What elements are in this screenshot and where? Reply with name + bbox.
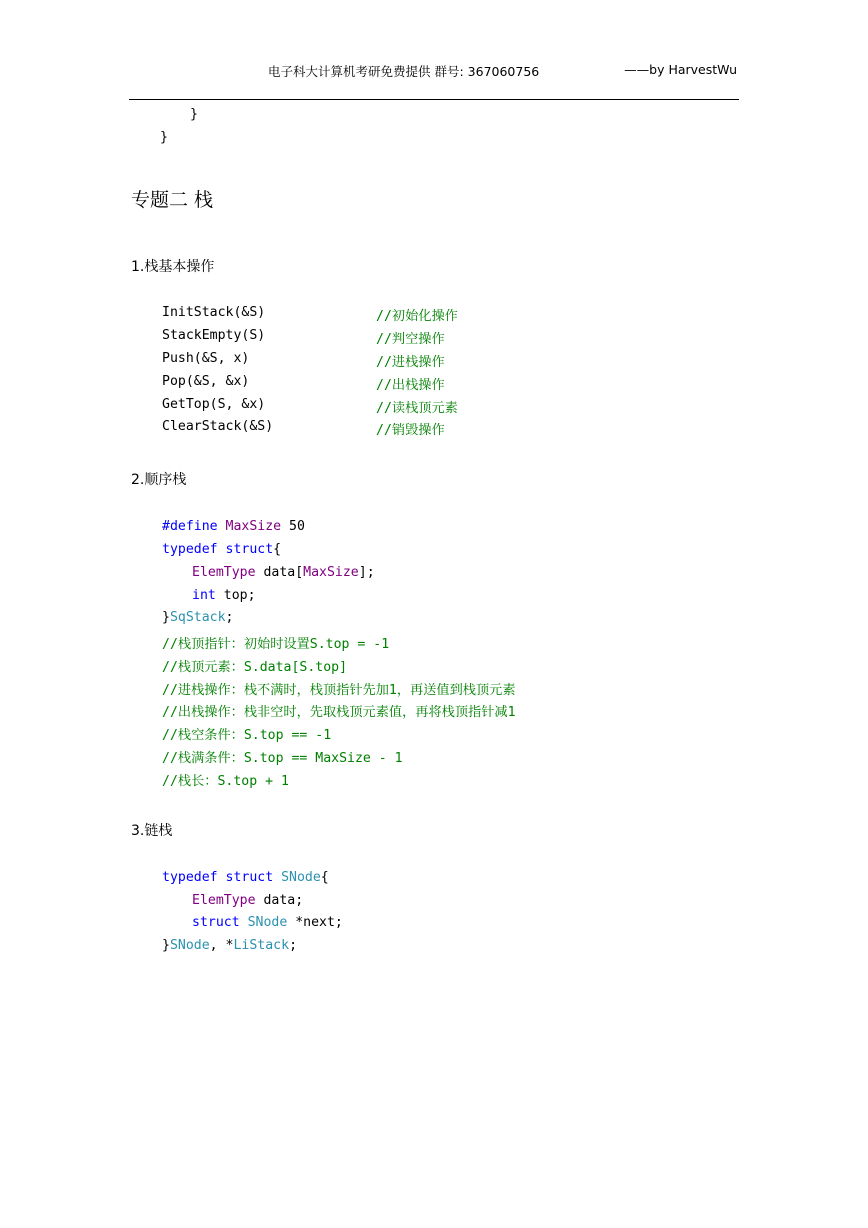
macro-ref: MaxSize <box>303 565 359 580</box>
brace-close: } <box>162 938 170 953</box>
type-name-snode: SNode <box>239 915 288 930</box>
code-line-data-member <box>192 893 303 908</box>
code-line-define <box>162 519 305 534</box>
member-end: ]; <box>358 565 375 580</box>
op-comment: //判空操作 <box>376 332 445 347</box>
struct-keyword: struct <box>217 870 274 885</box>
comment-note: //进栈操作：栈不满时，栈顶指针先加1，再送值到栈顶元素 <box>162 683 516 698</box>
comment-note: //栈顶指针：初始时设置S.top = -1 <box>162 637 390 652</box>
comment-note: //栈满条件：S.top == MaxSize - 1 <box>162 751 403 766</box>
brace-open: { <box>273 542 282 557</box>
carry-brace-2: } <box>160 130 168 145</box>
type-name-snode: SNode <box>169 938 210 953</box>
code-line-close <box>162 938 297 953</box>
member-top: top; <box>215 588 256 603</box>
struct-keyword: struct <box>192 915 240 930</box>
int-keyword: int <box>192 588 216 603</box>
preprocessor-keyword: #define <box>162 519 218 534</box>
carry-brace-1: } <box>190 107 198 122</box>
code-line-data-member <box>192 565 375 580</box>
op-call: Push(&S, x) <box>162 351 250 366</box>
macro-value: 50 <box>281 519 305 534</box>
typedef-keyword: typedef <box>162 870 218 885</box>
comma-pointer: , * <box>209 938 234 953</box>
comment-note: //栈空条件：S.top == -1 <box>162 728 332 743</box>
macro-name: MaxSize <box>225 519 282 534</box>
semicolon: ; <box>289 938 298 953</box>
type-name-snode: SNode <box>273 870 321 885</box>
code-line-next-member <box>192 915 343 930</box>
code-line-typedef <box>162 870 329 885</box>
op-call: InitStack(&S) <box>162 305 266 320</box>
chapter-title: 专题二 栈 <box>131 189 214 211</box>
brace-open: { <box>320 870 329 885</box>
code-line-top-member <box>192 588 256 603</box>
op-comment: //销毁操作 <box>376 423 445 438</box>
section-heading-linked-stack: 3.链栈 <box>131 823 173 839</box>
comment-note: //栈顶元素：S.data[S.top] <box>162 660 348 675</box>
code-line-typedef <box>162 542 281 557</box>
member-data: data; <box>255 893 304 908</box>
elemtype-type: ElemType <box>192 893 256 908</box>
code-line-close <box>162 610 233 625</box>
header-rule <box>129 99 739 100</box>
struct-keyword: struct <box>217 542 274 557</box>
member-data: data[ <box>255 565 304 580</box>
op-call: StackEmpty(S) <box>162 328 266 343</box>
comment-note: //栈长：S.top + 1 <box>162 774 289 789</box>
section-heading-seq-stack: 2.顺序栈 <box>131 472 187 488</box>
member-next: *next; <box>287 915 343 930</box>
comment-note: //出栈操作：栈非空时，先取栈顶元素值，再将栈顶指针减1 <box>162 705 516 720</box>
op-comment: //进栈操作 <box>376 355 445 370</box>
op-comment: //初始化操作 <box>376 309 458 324</box>
op-comment: //出栈操作 <box>376 378 445 393</box>
brace-close: } <box>162 610 170 625</box>
semicolon: ; <box>225 610 234 625</box>
section-heading-basic-ops: 1.栈基本操作 <box>131 259 215 275</box>
typedef-keyword: typedef <box>162 542 218 557</box>
type-name-sqstack: SqStack <box>169 610 226 625</box>
op-call: ClearStack(&S) <box>162 419 274 434</box>
op-comment: //读栈顶元素 <box>376 401 458 416</box>
op-call: Pop(&S, &x) <box>162 374 250 389</box>
type-name-listack: LiStack <box>233 938 290 953</box>
header-group-info: 电子科大计算机考研免费提供 群号: 367060756 <box>268 64 540 79</box>
elemtype-type: ElemType <box>192 565 256 580</box>
op-call: GetTop(S, &x) <box>162 397 266 412</box>
header-author: ——by HarvestWu <box>624 62 737 77</box>
